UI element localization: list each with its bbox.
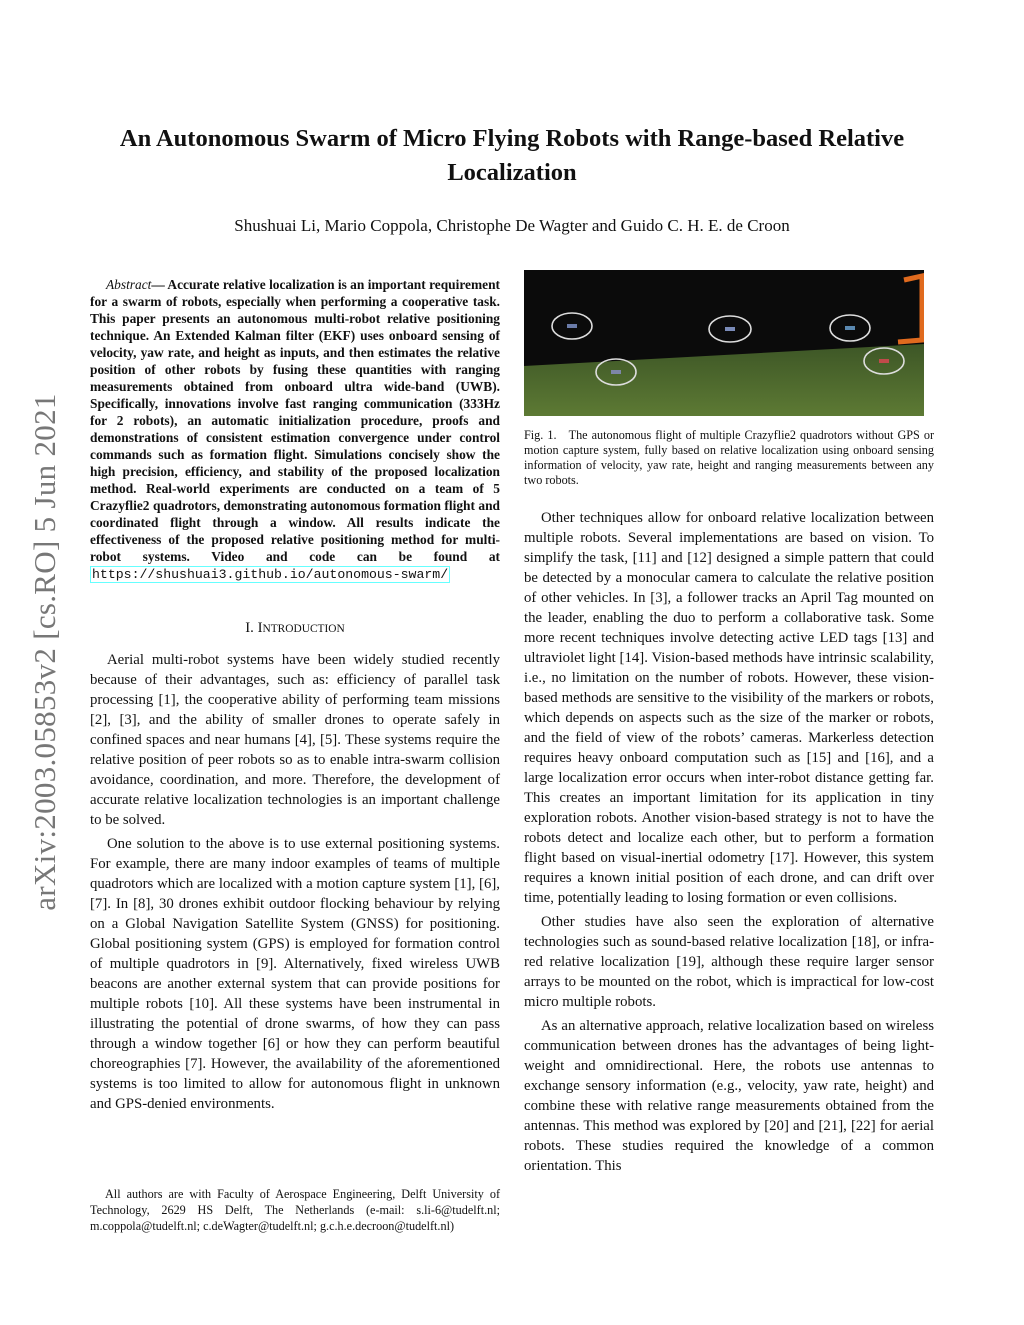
- abstract-dash: —: [151, 277, 165, 292]
- abstract-label: Abstract: [106, 277, 152, 292]
- project-link[interactable]: https://shushuai3.github.io/autonomous-swarm/: [92, 567, 449, 582]
- body-paragraph: As an alternative approach, relative localization based on wireless communication between drones has the advantages of being light-weight and omnidirectional. Here, the robots use antennas to exchange sensory information (e.g., velocity, yaw rate, height) and combine these with relative range measurements obtained from the antennas. This method was explored by [20] and [21], [22] for aerial robots. These studies required the knowledge of a common orientation. This: [524, 1018, 934, 1174]
- paper-title: An Autonomous Swarm of Micro Flying Robots with Range-based Relative Localization: [119, 125, 905, 186]
- abstract-text: Accurate relative localization is an important requirement for a swarm of robots, especially when performing a cooperative task. This paper presents an autonomous multi-robot relative positioning technique. An Extended Kalman filter (EKF) uses onboard sensing of velocity, yaw rate, and height as inputs, and then estimates the relative position of other robots by fusing these quantities with ranging measurements obtained from onboard ultra wide-band (UWB). Specifically, innovations involve fast ranging communication (333Hz for 2 robots), an automatic initialization procedure, proofs and demonstrations of consistent estimation convergence under control commands such as formation flight. Simulations concisely show the high precision, efficiency, and stability of the proposed localization method. Real-world experiments are conducted on a team of 5 Crazyflie2 quadrotors, demonstrating autonomous formation flight and coordinated flight through a window. All results indicate the effectiveness of the proposed relative positioning method for multi-robot systems. Video and code can be found at: [90, 277, 500, 564]
- body-paragraph: Other techniques allow for onboard relative localization between multiple robots. Several implementations are based on vision. To simplify the task, [11] and [12] designed a simple pattern that could be detected by a monocular camera to calculate the relative position of other vehicles. In [3], a follower tracks an April Tag mounted on the leader, enabling the duo to perform a collaborative task. Some more recent techniques involve detecting active LED tags [13] and ultraviolet light [14]. Vision-based methods have intrinsic scalability, i.e., no limitation on the number of robots. However, these vision-based methods are sensitive to the visibility of the markers or robots, which depends on aspects such as the size of the marker or robots, and the field of view of the robots’ cameras. Markerless detection requires heavy onboard computation such as [15] and [16], and a large localization error occurs when inter-robot distance getting far. This creates an important limitation for its application in tiny exploration robots. Another vision-based strategy is not to have the robots detect and localize each other, but to perform a formation flight based on visual-inertial odometry [17]. However, this system requires a known initial position of each drone, and can drift over time, potentially leading to losing formation or even collisions.: [524, 510, 934, 906]
- related-work-body: [524, 508, 934, 1176]
- footnote-text: All authors are with Faculty of Aerospace Engineering, Delft University of Technology, 2629 HS Delft, The Netherlands (e-mail: s.li-6@tudelft.nl; m.coppola@tudelft.nl; c.deWagter@tudelft.nl; g.c.h.e.decroon@tudelft.nl): [90, 1187, 500, 1233]
- arxiv-id: arXiv:2003.05853v2 [cs.RO] 5 Jun 2021: [27, 393, 62, 911]
- figure-caption: [524, 428, 934, 488]
- section-rest: NTRODUCTION: [262, 623, 345, 635]
- figure-swarm-photo: [524, 270, 924, 416]
- abstract: [90, 276, 500, 583]
- author-list: Shushuai Li, Mario Coppola, Christophe De Wagter and Guido C. H. E. de Croon: [234, 216, 790, 235]
- introduction-body: [90, 650, 500, 1114]
- figure-label: Fig. 1.: [524, 428, 557, 442]
- affiliation-footnote: [90, 1186, 500, 1234]
- intro-paragraph: Aerial multi-robot systems have been widely studied recently because of their advantages, such as: efficiency of parallel task processing [1], the cooperative ability of performing team missions [2], [3], and the ability of smaller drones to operate safely in confined spaces and near humans [4], [5]. These systems require the relative position of peer robots so as to enable intra-swarm collision avoidance, coordination, and more. Therefore, the development of accurate relative localization technologies is an important challenge to be solved.: [90, 652, 500, 828]
- section-initial: I: [257, 620, 263, 636]
- body-paragraph: Other studies have also seen the exploration of alternative technologies such as sound-based relative localization [18], or infra-red relative localization [19], although these require larger sensor arrays to be mounted on the robot, which is impractical for low-cost micro multiple robots.: [524, 914, 934, 1010]
- caption-text: The autonomous flight of multiple Crazyflie2 quadrotors without GPS or motion capture system, fully based on relative localization using onboard sensing information of velocity, yaw rate, height and ranging measurements between any two robots.: [524, 428, 935, 487]
- section-heading: [90, 618, 500, 639]
- section-number: I.: [245, 620, 258, 636]
- swarm-photo-illustration: [524, 270, 924, 416]
- intro-paragraph: One solution to the above is to use external positioning systems. For example, there are many indoor examples of teams of multiple quadrotors which are localized with a motion capture system [1], [6], [7]. In [8], 30 drones exhibit outdoor flocking behaviour by relying on a Global Navigation Satellite System (GNSS) for positioning. Global positioning system (GPS) is employed for formation control of multiple quadrotors in [9]. Alternatively, fixed wireless UWB beacons are another external system that can provide positions for multiple robots [10]. All these systems have been instrumental in illustrating the potential of drone swarms, of how they can pass through a window together [6] or how they can perform beautiful choreographies [7]. However, the availability of the aforementioned systems is too limited to allow for autonomous flight in unknown and GPS-denied environments.: [90, 836, 500, 1112]
